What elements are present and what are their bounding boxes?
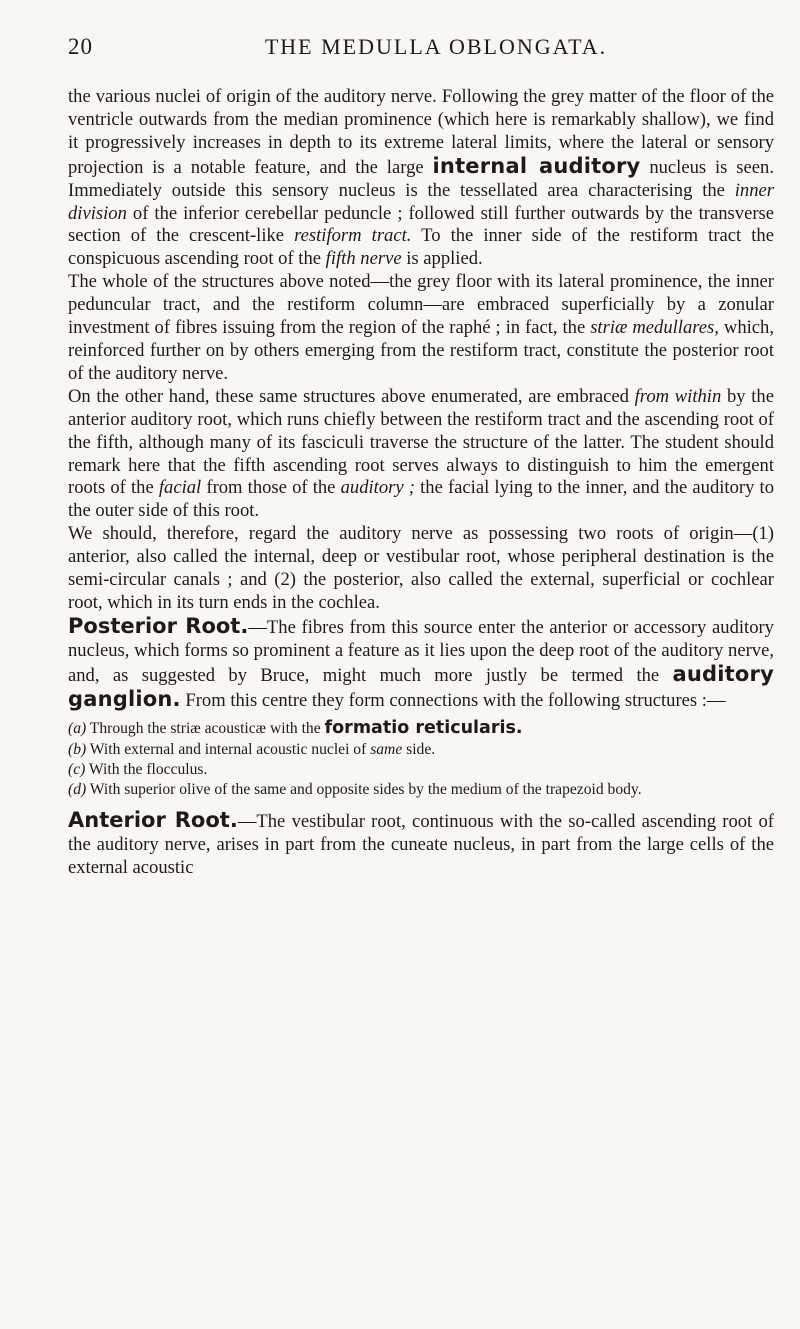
list-item — [68, 718, 774, 739]
text-run: From this centre they form connections with the following structures :— — [180, 689, 726, 711]
term-restiform-tract: restiform tract. — [294, 225, 412, 247]
list-item — [68, 780, 774, 800]
list-item — [68, 760, 774, 780]
text-run: by the anterior auditory root, which runs chiefly between the restiform tract and the ascending root of the fifth, although many of its fasciculi traverse the structure of the latter. The student should remark here that the fifth ascending root serves always to distinguish to him the emergent roots of the — [68, 385, 774, 499]
term-auditory: auditory ; — [340, 477, 415, 499]
list-label: (b) — [68, 740, 87, 758]
term-same: same — [370, 740, 403, 758]
text-run: nucleus is seen. Immediately outside this sensory nucleus is the tessellated area characterising the — [68, 156, 774, 201]
list-item — [68, 740, 774, 760]
text-run: side. — [402, 740, 436, 758]
text-run: which, reinforced further on by others emerging from the restiform tract, constitute the posterior root of the auditory nerve. — [68, 317, 774, 384]
text-run: With external and internal acoustic nuclei of — [86, 740, 371, 758]
text-run: With the flocculus. — [85, 760, 208, 778]
heading-posterior-root: Posterior Root. — [68, 613, 249, 638]
paragraph-structures — [68, 271, 774, 386]
text-run: To the inner side of the restiform tract the conspicuous ascending root of the — [68, 225, 774, 270]
list-label: (a) — [68, 720, 87, 738]
text-run: the facial lying to the inner, and the auditory to the outer side of this root. — [68, 477, 774, 522]
term-striae-medullares: striæ medullares, — [590, 317, 719, 339]
paragraph-anterior-root — [68, 809, 774, 880]
term-from-within: from within — [634, 385, 722, 407]
term-auditory-ganglion: auditory ganglion. — [68, 661, 774, 711]
list-label: (d) — [68, 781, 87, 799]
page-number: 20 — [68, 34, 93, 59]
paragraph-nuclei — [68, 86, 774, 271]
text-run: the various nuclei of origin of the auditory nerve. Following the grey matter of the floor of the ventricle outwards from the median prominence (which here is remarkably shallow), we find it progressively increases in depth to its extreme lateral limits, where the lateral or sensory projection is a notable feature, and the large — [68, 86, 774, 178]
term-formatio-reticularis: formatio reticularis. — [324, 718, 523, 739]
text-run: With superior olive of the same and opposite sides by the medium of the trapezoid body. — [86, 781, 642, 799]
paragraph-posterior-root — [68, 615, 774, 713]
text-run: of the inferior cerebellar peduncle ; followed still further outwards by the transverse section of the crescent-like — [68, 202, 774, 247]
heading-anterior-root: Anterior Root. — [68, 808, 238, 833]
text-run: The whole of the structures above noted—the grey floor with its lateral prominence, the inner peduncular tract, and the restiform column—are embraced superficially by a zonular investment of fibres issuing from the region of the raphé ; in fact, the — [68, 271, 774, 339]
text-run: —The vestibular root, continuous with the so-called ascending root of the auditory nerve, arises in part from the cuneate nucleus, in part from the large cells of the external acoustic — [68, 811, 774, 879]
term-fifth-nerve: fifth nerve — [325, 248, 402, 270]
text-run: Through the striæ acousticæ with the — [86, 720, 325, 738]
term-facial: facial — [158, 477, 202, 499]
term-internal-auditory: internal auditory — [432, 153, 641, 178]
running-head: THE MEDULLA OBLONGATA. — [264, 34, 608, 59]
text-run: —The fibres from this source enter the anterior or accessory auditory nucleus, which forms so prominent a feature as it lies upon the deep root of the auditory nerve, and, as suggested by Bruce, might much more justly be termed the — [68, 616, 774, 686]
text-run: is applied. — [401, 248, 483, 270]
list-label: (c) — [68, 760, 86, 778]
page-header — [68, 34, 774, 64]
connections-list — [68, 718, 774, 800]
term-inner-division: inner division — [68, 179, 774, 224]
paragraph-anterior-root-embrace — [68, 386, 774, 523]
text-run: On the other hand, these same structures above enumerated, are embraced — [68, 385, 635, 407]
text-run: from those of the — [201, 477, 341, 499]
paragraph-two-roots: We should, therefore, regard the auditory nerve as possessing two roots of origin—(1) anterior, also called the internal, deep or vestibular root, whose peripheral destination is the semi-circular canals ; and (2) the posterior, also called the external, superficial or cochlear root, which in its turn ends in the cochlea. — [68, 523, 774, 613]
